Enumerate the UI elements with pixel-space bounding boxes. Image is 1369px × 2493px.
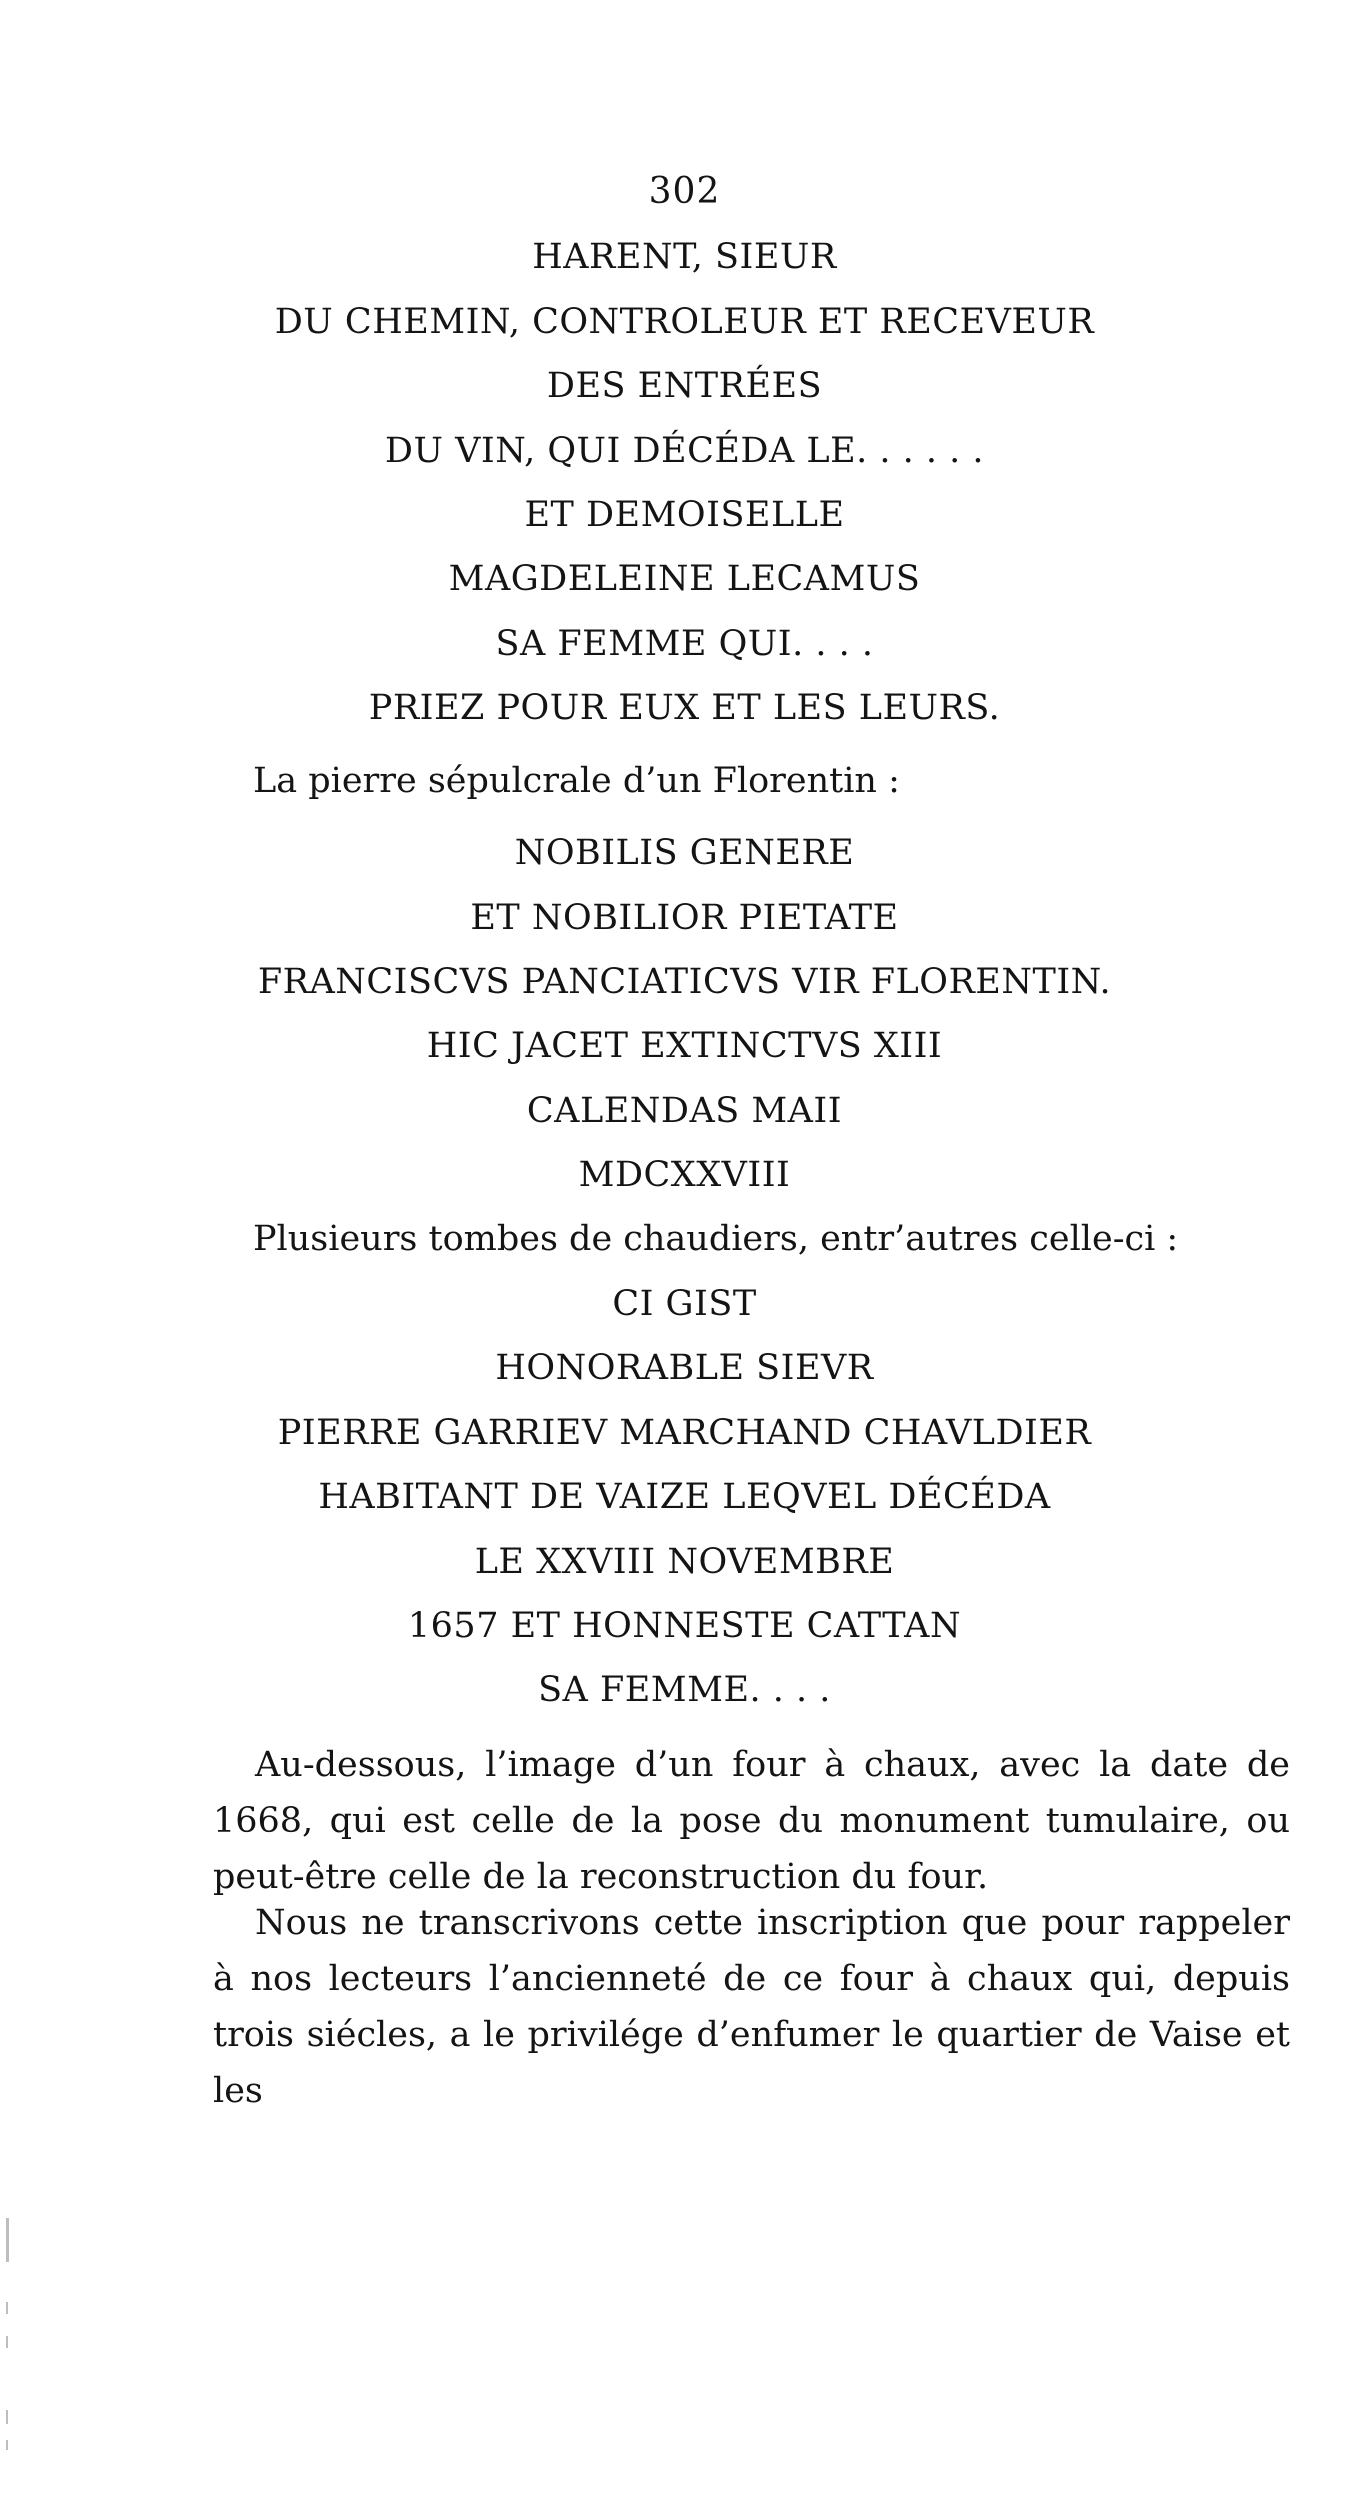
scan-margin-mark [6, 2302, 8, 2314]
inscription-line: ET NOBILIOR PIETATE [470, 898, 899, 938]
inscription-line: HABITANT DE VAIZE LEQVEL DÉCÉDA [318, 1477, 1051, 1517]
inscription-line: HONORABLE SIEVR [495, 1348, 874, 1388]
inscription-line: SA FEMME. . . . [538, 1670, 831, 1710]
inscription-line: CALENDAS MAII [526, 1091, 843, 1131]
scan-margin-mark [6, 2410, 8, 2424]
paragraph-four-a-chaux [213, 1737, 1290, 1905]
paragraph-text: Nous ne transcrivons cette inscription que pour rappeler à nos lecteurs l’ancienneté de ce four à chaux qui, depuis trois siécles, a le privilége d’enfumer le quartier de Vaise et les [213, 1903, 1290, 2111]
inscription-line: FRANCISCVS PANCIATICVS VIR FLORENTIN. [257, 962, 1112, 1002]
inscription-line: MAGDELEINE LECAMUS [448, 559, 921, 599]
inscription-line: NOBILIS GENERE [514, 833, 855, 873]
inscription-line: DES ENTRÉES [546, 366, 823, 406]
inscription-line: PIERRE GARRIEV MARCHAND CHAVLDIER [277, 1413, 1092, 1453]
intro-florentin: La pierre sépulcrale d’un Florentin : [253, 761, 900, 801]
inscription-line: DU CHEMIN, CONTROLEUR ET RECEVEUR [274, 302, 1095, 342]
inscription-line: DU VIN, QUI DÉCÉDA LE. . . . . . [384, 431, 985, 471]
paragraph-text: Au-dessous, l’image d’un four à chaux, avec la date de 1668, qui est celle de la pose du monument tumulaire, ou peut-être celle de la reconstruction du four. [213, 1745, 1290, 1897]
inscription-line: HIC JACET EXTINCTVS XIII [426, 1026, 943, 1066]
inscription-line: HARENT, SIEUR [532, 237, 837, 277]
inscription-line: LE XXVIII NOVEMBRE [474, 1542, 895, 1582]
inscription-line: ET DEMOISELLE [524, 495, 845, 535]
scan-margin-mark [6, 2440, 8, 2450]
inscription-line: 1657 ET HONNESTE CATTAN [407, 1606, 962, 1646]
paragraph-anciennete [213, 1895, 1290, 2119]
page-number: 302 [648, 171, 721, 212]
inscription-line: SA FEMME QUI. . . . [495, 624, 874, 664]
inscription-line: CI GIST [612, 1284, 757, 1324]
intro-chaudiers: Plusieurs tombes de chaudiers, entr’autres celle-ci : [253, 1219, 1179, 1259]
scan-margin-mark [6, 2336, 8, 2348]
inscription-line: PRIEZ POUR EUX ET LES LEURS. [368, 688, 1001, 728]
scan-margin-mark [6, 2218, 9, 2262]
inscription-line: MDCXXVIII [578, 1155, 791, 1195]
